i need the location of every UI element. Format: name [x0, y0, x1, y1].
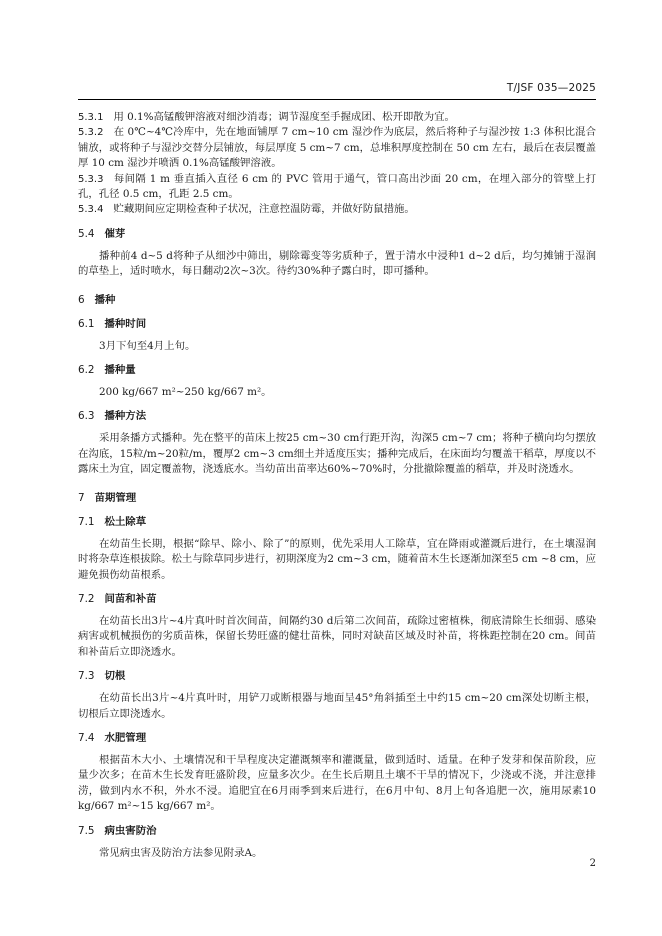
section-5-4-text: 播种前4 d~5 d将种子从细沙中筛出，剔除霉变等劣质种子，置于清水中浸种1 d~2 d后，均匀摊铺于湿润的草垫上，适时喷水，每日翻动2次~3次。待约30%种子露白时，即可播种。 — [78, 249, 596, 278]
section-7-1-text: 在幼苗生长期，根据“除早、除小、除了”的原则，优先采用人工除草，宜在降雨或灌溉后进行，在土壤湿润时将杂草连根拔除。松土与除草同步进行，初期深度为2 cm~3 cm，随着苗木生长逐渐加深至5 cm ~8 cm，应避免损伤幼苗根系。 — [78, 537, 596, 581]
section-heading-6-2 — [78, 363, 596, 378]
section-6-2-text: 200 kg/667 m²~250 kg/667 m²。 — [99, 386, 272, 399]
section-title: 松土除草 — [104, 515, 147, 528]
section-number: 6.2 — [78, 364, 95, 377]
clause-5-3-2 — [78, 125, 596, 171]
section-heading-6-1 — [78, 317, 596, 332]
section-6-1-text: 3月下旬至4月上旬。 — [99, 339, 196, 352]
clause-5-3-1 — [78, 110, 596, 125]
section-heading-7-3 — [78, 669, 596, 684]
chapter-heading-6 — [78, 293, 596, 308]
section-title: 病虫害防治 — [104, 824, 157, 837]
section-7-3-text: 在幼苗长出3片~4片真叶时，用铲刀或断根器与地面呈45°角斜插至土中约15 cm~20 cm深处切断主根，切根后立即浇透水。 — [78, 692, 596, 720]
section-number: 7.4 — [78, 731, 95, 744]
section-heading-7-4 — [78, 731, 596, 746]
clause-text: 用 0.1%高锰酸钾溶液对细沙消毒；调节湿度至手握成团、松开即散为宜。 — [113, 111, 455, 123]
section-title: 播种方法 — [104, 410, 147, 423]
clause-number: 5.3.2 — [78, 127, 104, 139]
section-number: 7.2 — [78, 592, 95, 605]
clause-number: 5.3.3 — [78, 173, 104, 185]
section-6-3-text: 采用条播方式播种。先在整平的苗床上按25 cm~30 cm行距开沟，沟深5 cm~7 cm；将种子横向均匀摆放在沟底，15粒/m~20粒/m，覆厚2 cm~3 cm细土并适度压实；播种完成后，在床面均匀覆盖干稻草，厚度以不露床土为宜，固定覆盖物，浇透底水。当幼苗出苗率达60%~70%时，分批撤除覆盖的稻草，并及时浇透水。 — [78, 432, 596, 476]
document-code: T/JSF 035—2025 — [506, 82, 596, 94]
chapter-heading-7 — [78, 491, 596, 506]
header-rule — [78, 99, 596, 100]
section-heading-7-2 — [78, 592, 596, 607]
section-number: 7.1 — [78, 515, 95, 528]
section-number: 6.3 — [78, 410, 95, 423]
section-title: 播种量 — [104, 364, 136, 377]
clause-text: 每间隔 1 m 垂直插入直径 6 cm 的 PVC 管用于通气，管口高出沙面 20 cm，在埋入部分的管壁上打孔，孔径 0.5 cm，孔距 2.5 cm。 — [78, 172, 596, 201]
page-number: 2 — [589, 858, 596, 869]
clause-number: 5.3.1 — [78, 112, 104, 123]
chapter-number: 7 — [78, 491, 85, 504]
section-7-4-text: 根据苗木大小、土壤情况和干旱程度决定灌溉频率和灌溉量，做到适时、适量。在种子发芽和保苗阶段，应量少次多；在苗木生长发育旺盛阶段，应量多次少。在生长后期且土壤不干旱的情况下，少浇或不浇，并注意排涝，做到内水不积，外水不浸。追肥宜在6月雨季到来后进行，在6月中旬、8月上旬各追肥一次，施用尿素10 kg/667 m²~15 kg/667 m²。 — [78, 753, 596, 813]
clause-number: 5.3.4 — [78, 204, 104, 216]
section-number: 7.5 — [78, 824, 95, 837]
section-heading-7-5 — [78, 824, 596, 839]
chapter-title: 苗期管理 — [94, 491, 137, 504]
section-title: 切根 — [104, 670, 126, 683]
section-7-2-text: 在幼苗长出3片~4片真叶时首次间苗，间隔约30 d后第二次间苗，疏除过密植株，彻底清除生长细弱、感染病害或机械损伤的劣质苗株，保留长势旺盛的健壮苗株，同时对缺苗区域及时补苗，将株距控制在20 cm。间苗和补苗后立即浇透水。 — [78, 614, 596, 658]
chapter-title: 播种 — [94, 293, 116, 306]
section-title: 间苗和补苗 — [104, 592, 157, 605]
section-heading-6-3 — [78, 409, 596, 424]
clause-text: 在 0℃~4℃冷库中，先在地面铺厚 7 cm~10 cm 湿沙作为底层，然后将种子与湿沙按 1:3 体积比混合铺放，或将种子与湿沙交替分层铺放，每层厚度 5 cm~7 cm，总堆积厚度控制在 50 cm 左右，最后在表层覆盖厚 10 cm 湿沙并喷洒 0.1%高锰酸钾溶液。 — [78, 126, 596, 170]
clause-text: 贮藏期间应定期检查种子状况，注意控温防霉，并做好防鼠措施。 — [113, 203, 415, 216]
clause-5-3-4 — [78, 202, 596, 217]
section-number: 7.3 — [78, 670, 95, 683]
chapter-number: 6 — [78, 293, 85, 306]
section-title: 催芽 — [104, 227, 126, 240]
section-title: 播种时间 — [104, 317, 147, 330]
section-heading-5-4 — [78, 227, 596, 242]
clause-5-3-3 — [78, 172, 596, 203]
section-7-5-text: 常见病虫害及防治方法参见附录A。 — [99, 846, 263, 859]
section-title: 水肥管理 — [104, 731, 147, 744]
section-number: 5.4 — [78, 227, 95, 240]
section-heading-7-1 — [78, 515, 596, 530]
section-number: 6.1 — [78, 317, 95, 330]
document-body — [78, 110, 596, 861]
